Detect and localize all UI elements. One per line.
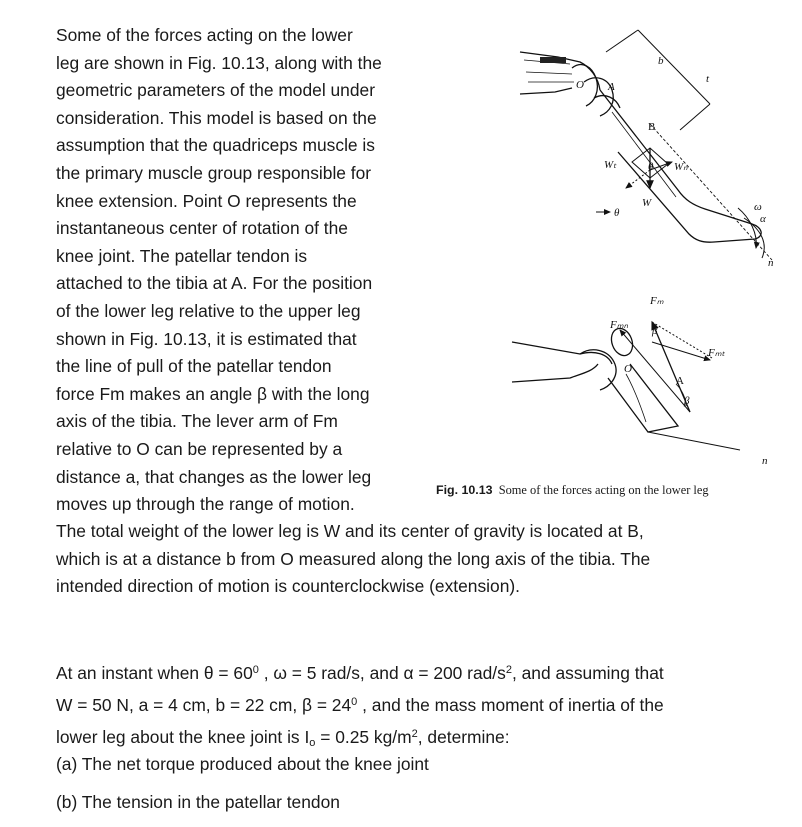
label-beta: β (684, 395, 690, 407)
intro-line: of the lower leg relative to the upper leg (56, 300, 361, 321)
label-O-bottom: O (624, 363, 632, 375)
upper-diagram-labels (576, 55, 774, 269)
label-A: A (608, 81, 615, 93)
intro-line: moves up through the range of motion. (56, 494, 355, 515)
body-line: The total weight of the lower leg is W and its center of gravity is located at B, (56, 521, 644, 541)
problem-line-2: W = 50 N, a = 4 cm, b = 22 cm, $\beta = 24^0$ , and the mass moment of inertia of the (56, 695, 664, 715)
intro-paragraph (56, 22, 436, 519)
label-n-top: n (768, 257, 774, 269)
figure-caption (436, 483, 709, 498)
intro-line: axis of the tibia. The lever arm of Fm (56, 411, 338, 432)
body-line: which is at a distance b from O measured along the long axis of the tibia. The (56, 548, 651, 569)
label-A-bottom: A (676, 375, 684, 387)
question-a: (a) The net torque produced about the knee joint (56, 754, 429, 774)
intro-line: geometric parameters of the model under (56, 80, 375, 101)
label-Wn: Wₙ (674, 161, 688, 173)
label-alpha: α (760, 213, 766, 225)
intro-line: instantaneous center of rotation of the (56, 218, 348, 239)
caption-text: Some of the forces acting on the lower leg (498, 483, 709, 497)
problem-line-1: At an instant when $\theta = 60^0$ , ω = 5 rad/s, and α = 200 rad/$s^2$, and assuming that (56, 663, 664, 683)
intro-line: the line of pull of the patellar tendon (56, 356, 332, 377)
intro-line: knee joint. The patellar tendon is (56, 245, 308, 266)
label-W: W (642, 197, 652, 209)
label-Wt: Wₜ (604, 159, 617, 171)
intro-line: consideration. This model is based on the (56, 107, 377, 128)
label-Fm: Fₘ (650, 295, 664, 307)
intro-line: attached to the tibia at A. For the position (56, 273, 373, 294)
label-theta: θ (614, 207, 620, 219)
intro-line: the primary muscle group responsible for (56, 162, 372, 183)
intro-line: Some of the forces acting on the lower (56, 25, 353, 45)
body-paragraph (56, 518, 756, 601)
upper-diagram (520, 30, 772, 260)
label-theta-top: θ (648, 161, 654, 173)
intro-line: assumption that the quadriceps muscle is (56, 135, 375, 156)
intro-line: knee extension. Point O represents the (56, 190, 357, 211)
problem-line-3: lower leg about the knee joint is $I_o = 0.25$ $kg/m^2$, determine: (56, 727, 510, 749)
lower-diagram (512, 322, 740, 450)
lower-diagram-labels (609, 295, 768, 467)
problem-statement (56, 656, 664, 758)
intro-line: relative to O can be represented by a (56, 438, 343, 459)
label-B: B (648, 121, 656, 133)
intro-line: distance a, that changes as the lower leg (56, 466, 372, 487)
label-beta-top: β (652, 325, 658, 337)
intro-line: force Fm makes an angle β with the long (56, 383, 370, 404)
label-t: t (706, 73, 710, 85)
intro-line: shown in Fig. 10.13, it is estimated that (56, 328, 357, 349)
label-O: O (576, 79, 584, 91)
label-Fmn: Fₘₙ (610, 319, 628, 331)
intro-line: leg are shown in Fig. 10.13, along with the (56, 52, 382, 73)
body-line: intended direction of motion is counterclockwise (extension). (56, 576, 520, 597)
label-Fmt: Fₘₜ (708, 347, 725, 359)
question-b: (b) The tension in the patellar tendon (56, 792, 340, 812)
label-omega: ω (754, 201, 762, 213)
caption-number: Fig. 10.13 (436, 483, 493, 497)
label-b: b (658, 55, 664, 67)
figure-10-13 (500, 12, 790, 482)
label-n-bottom: n (762, 455, 768, 467)
